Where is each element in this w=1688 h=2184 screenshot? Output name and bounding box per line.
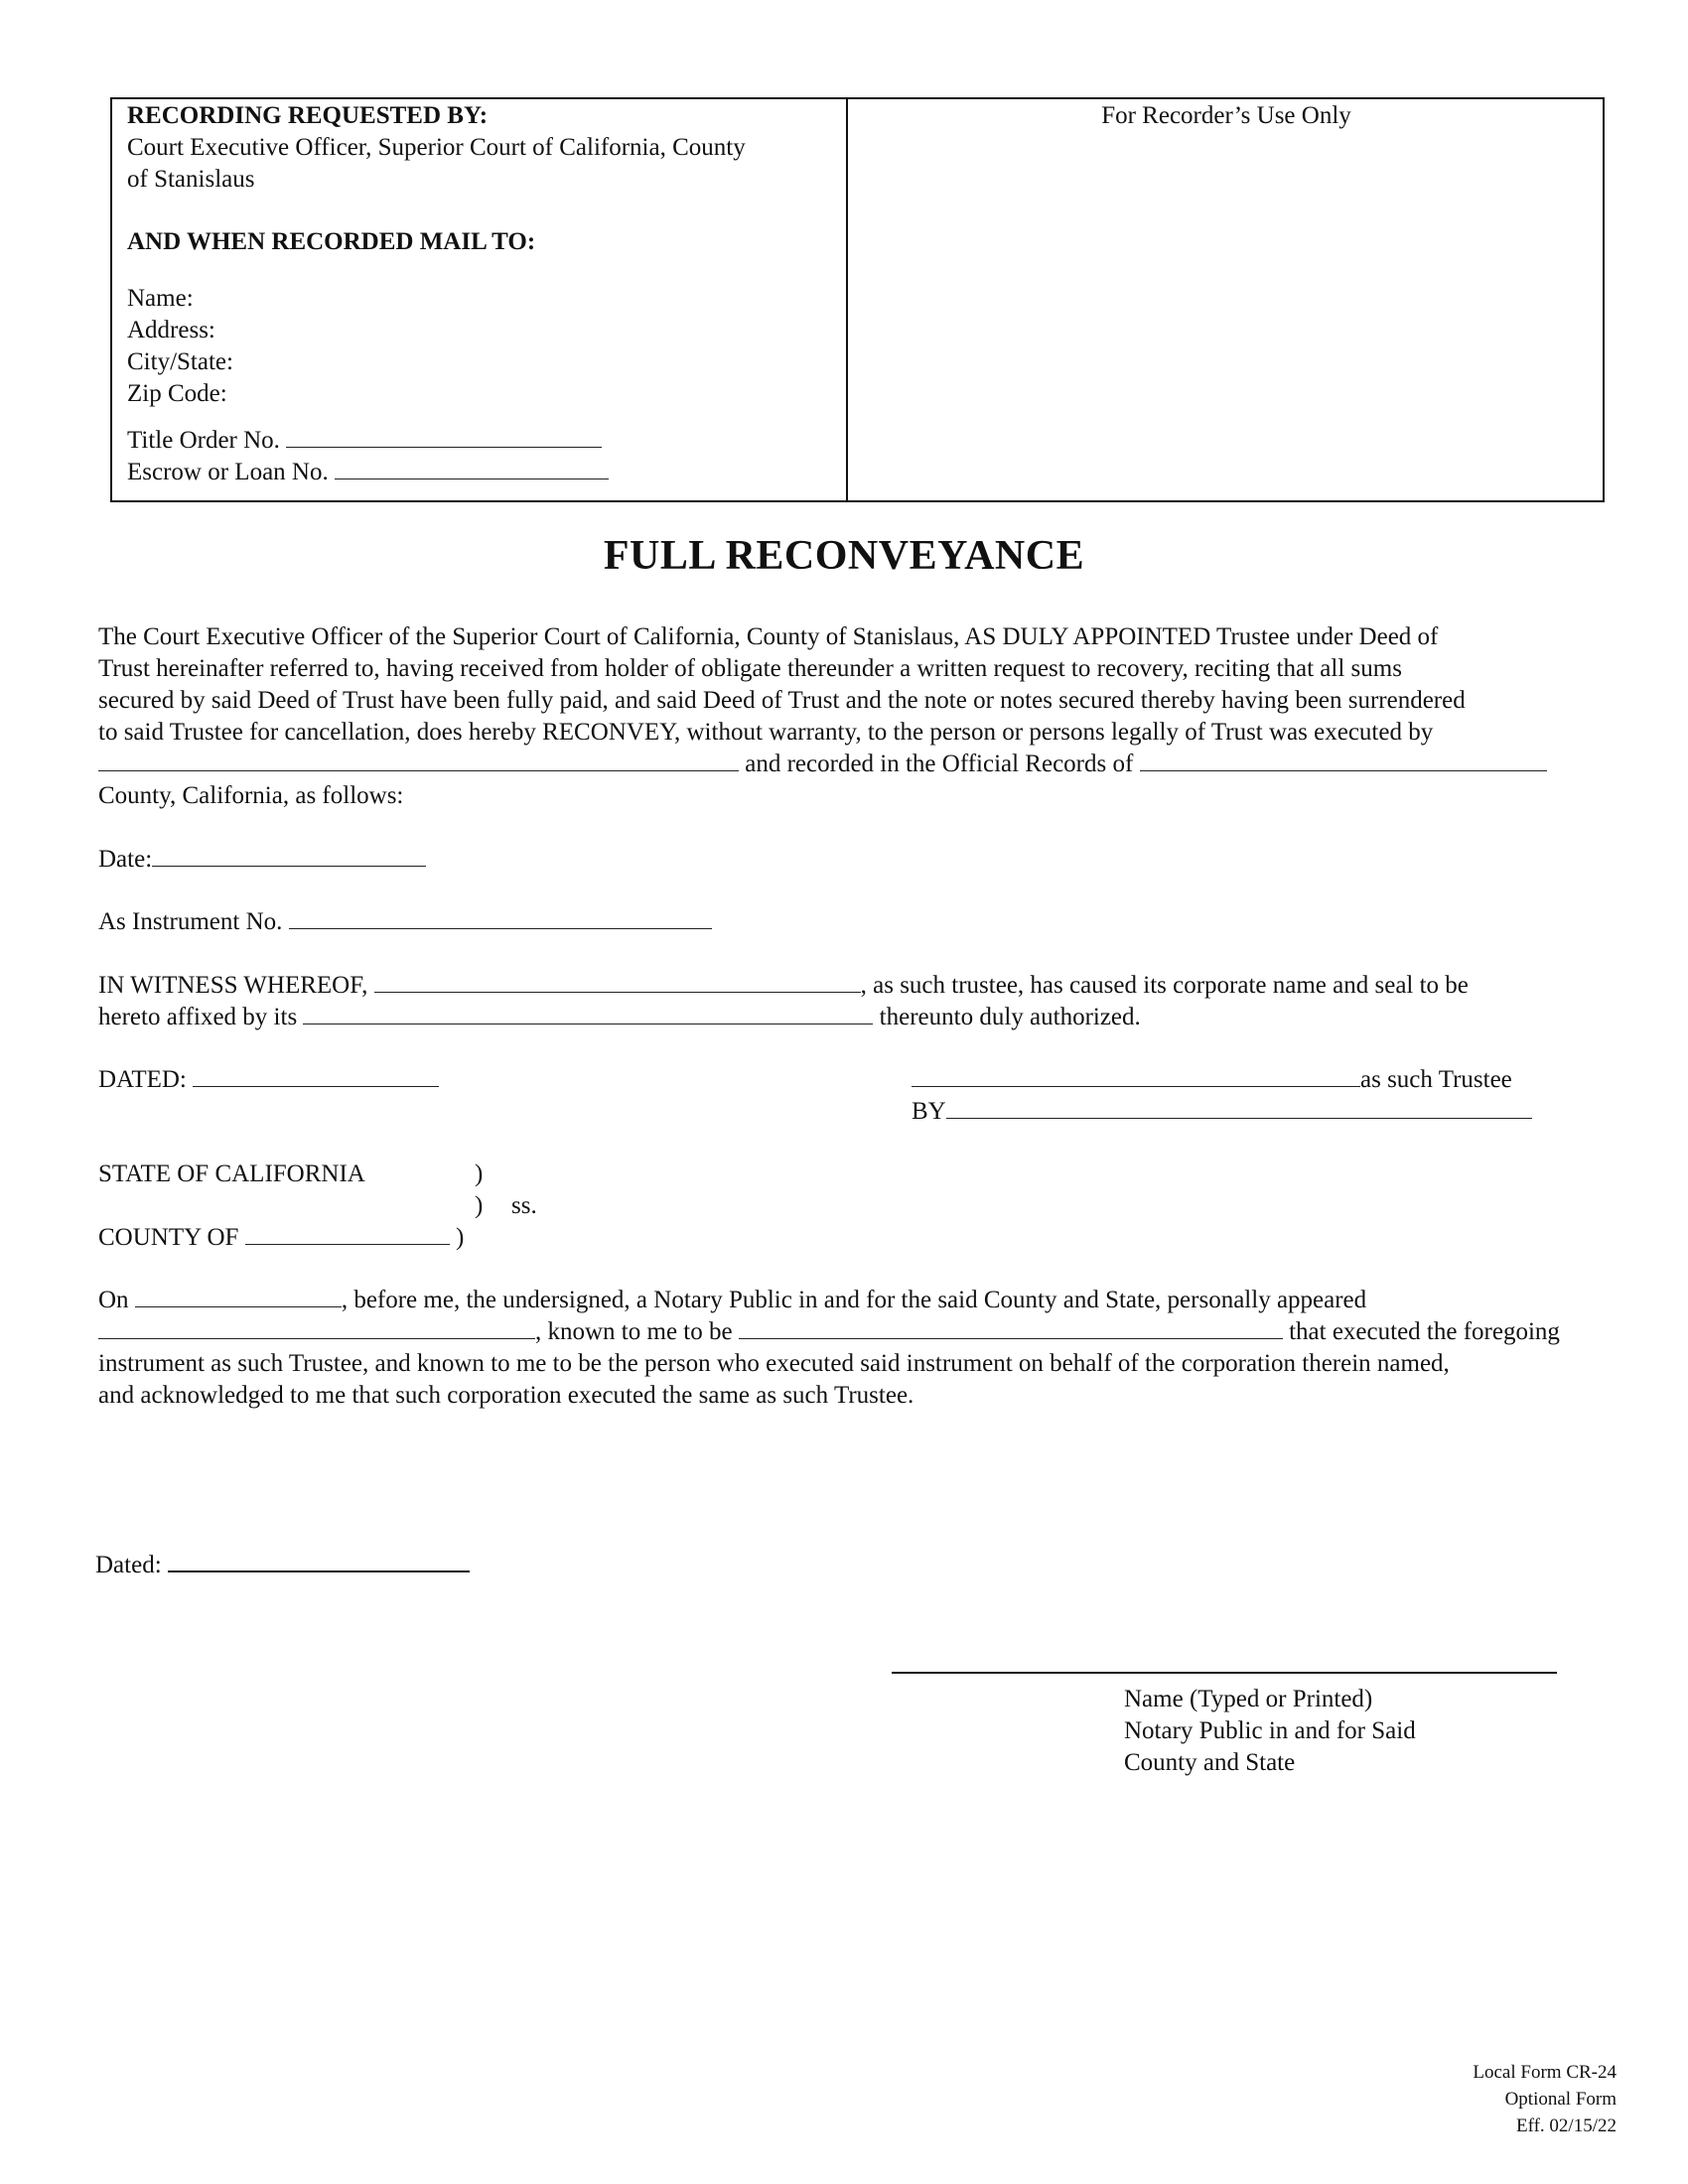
notary-dated-field[interactable]: [168, 1549, 470, 1572]
title-order-field[interactable]: [286, 425, 602, 448]
appeared-name-field[interactable]: [98, 1316, 535, 1339]
form-number: Local Form CR-24: [1473, 2062, 1617, 2083]
ss-label: ss.: [511, 1192, 537, 1219]
witness-label: IN WITNESS WHEREOF,: [98, 972, 368, 999]
notary-signature-line[interactable]: [892, 1672, 1557, 1674]
title-order-label: Title Order No.: [127, 427, 280, 454]
county-follows-text: County, California, as follows:: [98, 782, 404, 809]
recording-requested-by-label: RECORDING REQUESTED BY:: [127, 102, 489, 129]
name-label: Name:: [127, 285, 194, 312]
before-me-text: , before me, the undersigned, a Notary Public in and for the said County and State, personally appeared: [341, 1287, 1367, 1313]
dated-caps-row: [98, 1064, 439, 1096]
instrument-label: As Instrument No.: [98, 908, 283, 935]
zip-code-label: Zip Code:: [127, 380, 227, 407]
intro-line-1: The Court Executive Officer of the Superior Court of California, County of Stanislaus, AS DULY APPOINTED Trustee under Deed of: [98, 623, 1439, 650]
optional-form-label: Optional Form: [1504, 2089, 1617, 2110]
witness-text-3: thereunto duly authorized.: [879, 1004, 1141, 1030]
city-state-label: City/State:: [127, 348, 233, 375]
by-signature-field[interactable]: [946, 1096, 1532, 1119]
escrow-field[interactable]: [335, 457, 609, 479]
county-of-label: COUNTY OF: [98, 1224, 239, 1251]
on-label: On: [98, 1287, 129, 1313]
date-field[interactable]: [152, 844, 426, 867]
address-label: Address:: [127, 317, 215, 343]
county-field[interactable]: [245, 1222, 450, 1245]
notary-date-field[interactable]: [135, 1285, 342, 1307]
dated-caps-label: DATED:: [98, 1066, 187, 1093]
notary-line-4: and acknowledged to me that such corporation executed the same as such Trustee.: [98, 1382, 914, 1409]
trustee-sign-row: [912, 1064, 1512, 1096]
by-label: BY: [912, 1098, 946, 1125]
venue-paren-2: ): [475, 1192, 484, 1219]
witness-text-1: , as such trustee, has caused its corporate name and seal to be: [860, 972, 1469, 999]
instrument-field[interactable]: [289, 906, 712, 929]
date-row: [98, 844, 426, 876]
effective-date: Eff. 02/15/22: [1516, 2116, 1617, 2136]
state-label: STATE OF CALIFORNIA: [98, 1160, 365, 1187]
requester-line-1: Court Executive Officer, Superior Court of California, County: [127, 134, 746, 161]
date-label: Date:: [98, 846, 153, 873]
officer-title-field[interactable]: [303, 1002, 873, 1024]
notary-line-3: instrument as such Trustee, and known to me to be the person who executed said instrument on behalf of the corporation therein named,: [98, 1350, 1450, 1377]
notary-line-2: [98, 1316, 1560, 1348]
trustee-name-field[interactable]: [374, 970, 861, 993]
recorded-in-text: and recorded in the Official Records of: [745, 751, 1134, 777]
intro-line-2: Trust hereinafter referred to, having received from holder of obligate thereunder a written request to recovery, reciting that all sums: [98, 655, 1402, 682]
witness-text-2: hereto affixed by its: [98, 1004, 298, 1030]
signature-county-caption: County and State: [1124, 1749, 1296, 1776]
form-footer: [1473, 2059, 1617, 2139]
official-records-field[interactable]: [1140, 749, 1547, 771]
intro-line-3: secured by said Deed of Trust have been fully paid, and said Deed of Trust and the note or notes secured thereby having been surrendered: [98, 687, 1466, 714]
trustee-signature-field[interactable]: [912, 1064, 1360, 1087]
intro-line-4: to said Trustee for cancellation, does hereby RECONVEY, without warranty, to the person or persons legally of Trust was executed by: [98, 719, 1434, 746]
signature-name-caption: Name (Typed or Printed): [1124, 1686, 1373, 1712]
signature-notary-caption: Notary Public in and for Said: [1124, 1717, 1416, 1744]
notary-dated-row: [95, 1549, 470, 1581]
instrument-row: [98, 906, 712, 938]
header-divider: [846, 97, 848, 502]
capacity-field[interactable]: [739, 1316, 1283, 1339]
by-row: [912, 1096, 1532, 1128]
requester-line-2: of Stanislaus: [127, 166, 255, 193]
notary-line-1: [98, 1285, 1366, 1316]
recorded-row: [98, 749, 1547, 780]
witness-row-2: [98, 1002, 1141, 1033]
venue-paren-1: ): [475, 1160, 484, 1187]
witness-row-1: [98, 970, 1469, 1002]
page-title: FULL RECONVEYANCE: [603, 533, 1085, 579]
title-order-row: [127, 425, 602, 457]
executed-by-field[interactable]: [98, 749, 739, 771]
escrow-row: [127, 457, 609, 488]
recorder-use-label: For Recorder’s Use Only: [1101, 102, 1351, 129]
mail-to-label: AND WHEN RECORDED MAIL TO:: [127, 228, 536, 255]
known-to-be-text: , known to me to be: [535, 1318, 733, 1345]
intro-paragraph: [98, 621, 1613, 749]
notary-dated-label: Dated:: [95, 1552, 162, 1578]
escrow-label: Escrow or Loan No.: [127, 459, 329, 485]
venue-paren-3: ): [455, 1224, 465, 1251]
as-trustee-text: as such Trustee: [1360, 1066, 1512, 1093]
dated-caps-field[interactable]: [193, 1064, 439, 1087]
county-of-row: [98, 1222, 464, 1254]
that-executed-text: that executed the foregoing: [1289, 1318, 1560, 1345]
